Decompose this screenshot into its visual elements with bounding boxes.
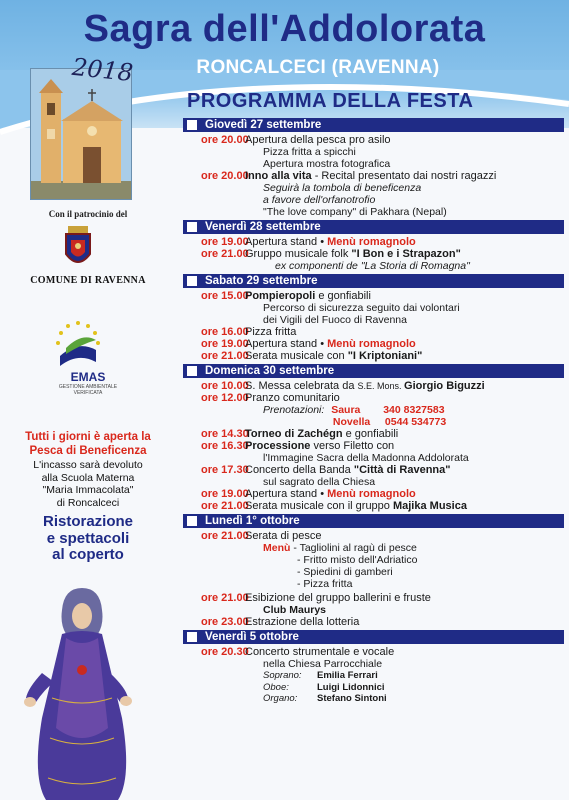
event-time: ore 16.30 — [201, 440, 249, 452]
emas-sub — [8, 384, 168, 396]
pesca-notice — [8, 430, 168, 458]
event-time: ore 19.00 — [201, 338, 249, 350]
event-title: Majika Musica — [392, 500, 467, 512]
bullet-square-icon — [187, 222, 197, 232]
event-time: ore 21.00 — [201, 500, 249, 512]
incasso-notice — [8, 459, 168, 509]
event-time: ore 21.00 — [201, 592, 249, 604]
event-title: "I Bon e i Strapazon" — [351, 248, 461, 260]
musician-role: Soprano: — [263, 670, 302, 681]
musician-name: Stefano Sintoni — [317, 693, 387, 704]
event-time: ore 20.30 — [201, 646, 249, 658]
menu-item: - Spiedini di gamberi — [297, 566, 393, 578]
event-row — [183, 392, 564, 404]
event-time: ore 12.00 — [201, 392, 249, 404]
event-desc: Serata musicale con — [245, 350, 348, 362]
event-menu: Menù romagnolo — [327, 488, 416, 500]
event-title: Inno alla vita — [245, 170, 312, 182]
day-label: Venerdì 5 ottobre — [205, 631, 299, 643]
emas-sub-line: GESTIONE AMBIENTALE — [58, 384, 118, 390]
event-cont: Percorso di sicurezza seguito dai volontari — [263, 302, 460, 314]
event-desc: Concerto della Banda — [245, 464, 354, 476]
event-row — [183, 592, 564, 604]
event-desc: S. Messa celebrata da — [245, 380, 358, 392]
day-label: Sabato 29 settembre — [205, 275, 318, 287]
event-desc: Gruppo musicale folk — [245, 248, 352, 260]
event-title: Torneo di Zachégn — [245, 428, 343, 440]
event-time: ore 21.00 — [201, 248, 249, 260]
event-row — [183, 236, 564, 248]
page-title: Sagra dell'Addolorata — [83, 8, 486, 50]
menu-item: - Tagliolini al ragù di pesce — [290, 542, 417, 554]
event-row — [183, 464, 564, 476]
day-header — [183, 364, 564, 378]
event-menu: Menù romagnolo — [327, 236, 416, 248]
incasso-line: L'incasso sarà devoluto — [33, 459, 143, 471]
bullet-square-icon — [187, 516, 197, 526]
event-time: ore 23.00 — [201, 616, 249, 628]
bullet-square-icon — [187, 276, 197, 286]
page-subtitle: RONCALCECI (RAVENNA) — [196, 57, 440, 78]
event-row — [183, 290, 564, 302]
musician-row — [183, 693, 564, 705]
ravenna-crest-icon — [60, 224, 96, 272]
booking-row — [183, 416, 564, 428]
event-time: ore 10.00 — [201, 380, 249, 392]
emas-sub-line: VERIFICATA — [73, 390, 103, 396]
event-time: ore 20.00 — [201, 170, 249, 182]
event-title: Processione — [245, 440, 311, 452]
event-cont: nella Chiesa Parrocchiale — [263, 658, 383, 670]
pesca-line: Tutti i giorni è aperta la — [25, 431, 151, 443]
incasso-line: alla Scuola Materna — [41, 471, 135, 484]
event-desc: S.E. Mons. — [357, 381, 405, 391]
menu-label: Menù — [263, 542, 291, 554]
event-cont: "The love company" di Pakhara (Nepal) — [263, 206, 447, 218]
program-title: PROGRAMMA DELLA FESTA — [187, 90, 474, 112]
event-time: ore 17.30 — [201, 464, 249, 476]
day-label: Venerdì 28 settembre — [205, 221, 321, 233]
menu-item: - Pizza fritta — [297, 578, 353, 590]
event-row — [183, 440, 564, 452]
event-desc: Esibizione del gruppo ballerini e fruste — [245, 592, 431, 604]
musician-name: Emilia Ferrari — [317, 670, 378, 681]
event-cont: l'Immagine Sacra della Madonna Addolorata — [263, 452, 469, 464]
rist-line: Ristorazione — [42, 513, 133, 530]
event-desc: e gonfiabili — [315, 290, 371, 302]
event-time: ore 14.30 — [201, 428, 249, 440]
day-header — [183, 220, 564, 234]
event-title: "I Kriptoniani" — [347, 350, 423, 362]
rist-line: e spettacoli — [46, 529, 130, 547]
event-cont: dei Vigili del Fuoco di Ravenna — [263, 314, 407, 326]
event-row — [183, 616, 564, 628]
booking-name: Novella — [332, 416, 371, 428]
event-row — [183, 500, 564, 512]
event-title: "Città di Ravenna" — [353, 464, 451, 476]
event-row — [183, 248, 564, 260]
ristorazione-notice — [8, 514, 168, 564]
pesca-line: Pesca di Beneficenza — [29, 445, 147, 457]
event-desc: Serata di pesce — [245, 530, 322, 542]
madonna-statue-image — [22, 578, 142, 800]
event-title: Club Maurys — [263, 604, 327, 616]
emas-label: EMAS — [70, 370, 106, 384]
event-row — [183, 530, 564, 542]
incasso-line: di Roncalceci — [56, 496, 120, 509]
day-header — [183, 630, 564, 644]
event-cont: Apertura mostra fotografica — [263, 158, 391, 170]
day-header — [183, 118, 564, 132]
event-row — [183, 350, 564, 362]
event-cont: a favore dell'orfanotrofio — [263, 194, 376, 206]
event-cont: Seguirà la tombola di beneficenza — [263, 182, 422, 194]
event-time: ore 19.00 — [201, 488, 249, 500]
booking-phone: 340 8327583 — [383, 404, 445, 416]
event-desc: - Recital presentato dai nostri ragazzi — [311, 170, 497, 182]
event-time: ore 19.00 — [201, 236, 249, 248]
day-label: Giovedì 27 settembre — [205, 119, 322, 131]
comune-label: COMUNE DI RAVENNA — [30, 275, 146, 286]
day-label: Domenica 30 settembre — [205, 365, 335, 377]
event-time: ore 16.00 — [201, 326, 249, 338]
event-row — [183, 134, 564, 146]
patronage-label: Con il patrocinio del — [48, 209, 128, 219]
event-title: Giorgio Biguzzi — [404, 380, 485, 392]
menu-item: - Fritto misto dell'Adriatico — [297, 554, 418, 566]
day-label: Lunedì 1° ottobre — [205, 515, 300, 527]
booking-row — [183, 404, 564, 416]
event-desc: Apertura stand • — [245, 488, 328, 500]
event-cont: sul sagrato della Chiesa — [263, 476, 376, 488]
incasso-line: "Maria Immacolata" — [42, 484, 134, 496]
musician-row — [183, 670, 564, 682]
event-time: ore 20.00 — [201, 134, 249, 146]
year-handwritten: 2018 — [70, 52, 135, 88]
booking-phone: 0544 534773 — [384, 416, 447, 428]
event-desc: Pizza fritta — [245, 326, 297, 338]
event-row — [183, 428, 564, 440]
event-desc: Apertura della pesca pro asilo — [245, 134, 391, 146]
event-row — [183, 338, 564, 350]
event-cont: ex componenti de — [275, 260, 361, 272]
event-title: Pompieropoli — [245, 290, 316, 302]
event-desc: e gonfiabili — [342, 428, 399, 440]
event-cont: Pizza fritta a spicchi — [263, 146, 356, 158]
event-desc: Apertura stand • — [245, 338, 328, 350]
church-photo — [30, 68, 132, 200]
bullet-square-icon — [187, 366, 197, 376]
bullet-square-icon — [187, 632, 197, 642]
musician-name: Luigi Lidonnici — [317, 681, 385, 693]
event-row — [183, 170, 564, 182]
event-time: ore 21.00 — [201, 350, 249, 362]
musician-role: Organo: — [263, 693, 298, 704]
bullet-square-icon — [187, 120, 197, 130]
booking-label: Prenotazioni: — [263, 404, 325, 416]
event-desc: Apertura stand • — [245, 236, 328, 248]
event-row — [183, 488, 564, 500]
musician-role: Oboe: — [263, 681, 289, 693]
rist-line: al coperto — [52, 546, 124, 563]
event-time: ore 21.00 — [201, 530, 249, 542]
day-header — [183, 514, 564, 528]
event-desc: Estrazione della lotteria — [245, 616, 360, 628]
event-row — [183, 380, 564, 392]
booking-name: Saura — [331, 404, 361, 416]
event-cont: "La Storia di Romagna" — [360, 260, 470, 272]
event-time: ore 15.00 — [201, 290, 249, 302]
program-list — [183, 118, 564, 705]
event-menu: Menù romagnolo — [327, 338, 416, 350]
musician-row — [183, 682, 564, 694]
event-row — [183, 646, 564, 658]
event-desc: Concerto strumentale e vocale — [245, 646, 395, 658]
event-row — [183, 326, 564, 338]
event-desc: verso Filetto con — [310, 440, 395, 452]
day-header — [183, 274, 564, 288]
emas-logo-icon — [52, 318, 104, 370]
event-desc: Serata musicale con il gruppo — [245, 500, 393, 512]
event-desc: Pranzo comunitario — [245, 392, 340, 404]
